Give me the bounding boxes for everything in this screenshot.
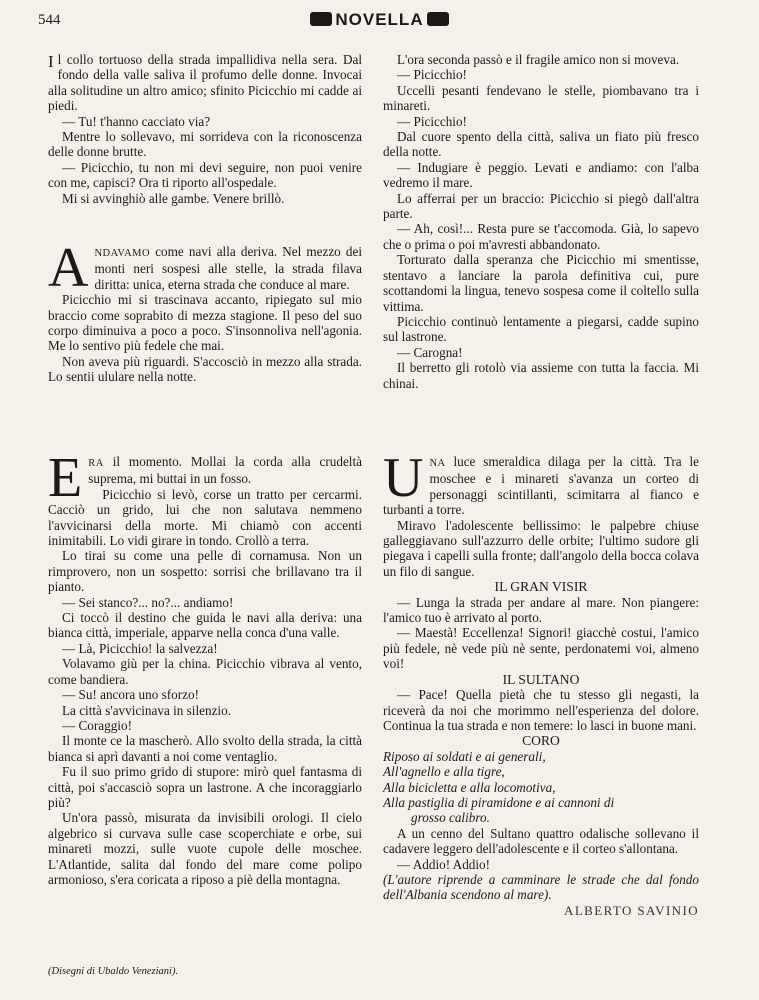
- drop-cap: E: [48, 447, 83, 509]
- speaker-heading: CORO: [522, 733, 560, 749]
- verse-line: Alla bicicletta e alla locomotiva,: [383, 779, 556, 795]
- right-section-2: [383, 447, 699, 918]
- paragraph: — Coraggio!: [62, 717, 132, 733]
- paragraph: Non aveva più riguardi. S'accosciò in mezzo alla strada. Lo sentii ululare nella notte.: [48, 353, 362, 385]
- verse-line: Alla pastiglia di piramidone e ai cannoni di: [383, 794, 615, 810]
- paragraph: I l collo tortuoso della strada impallidiva nella sera. Dal fondo della valle saliva il profumo delle donne. Invocai alla solitudine un altro amico; sfinito Picicchio mi cadde ai piedi.: [48, 52, 362, 114]
- paragraph: — Picicchio!: [397, 67, 467, 83]
- paragraph: Torturato dalla speranza che Picicchio mi smentisse, stentavo a lanciare la parola definitiva cui, pure scottandomi la lingua, tenevo sospesa come il coltello sulla vittima.: [383, 252, 699, 314]
- left-section-1: [48, 52, 362, 206]
- paragraph: — Indugiare è peggio. Levati e andiamo: con l'alba vedremo il mare.: [383, 159, 699, 191]
- verse-line: Riposo ai soldati e ai generali,: [383, 748, 546, 764]
- paragraph: Fu il suo primo grido di stupore: mirò quel fantasma di città, poi s'accasciò sopra un lastrone. A che incoraggiarlo più?: [48, 764, 362, 810]
- paragraph: — Pace! Quella pietà che tu stesso gli negasti, la riceverà da noi che morimmo nell'esperienza del dolore. Continua la tua strada e non temere: lo lasci in buone mani.: [383, 687, 699, 733]
- masthead-title: NOVELLA: [335, 10, 424, 29]
- paragraph: ANDAVAMO come navi alla deriva. Nel mezzo dei monti neri sospesi alle stelle, la strada filava diritta: unica, eterna strada che conduce al mare.: [48, 237, 362, 299]
- speaker-heading: IL SULTANO: [502, 671, 580, 687]
- small-caps: RA: [88, 458, 104, 469]
- speaker-heading: IL GRAN VISIR: [494, 579, 588, 595]
- drop-cap: U: [383, 447, 424, 509]
- paragraph: Picicchio si levò, corse un tratto per cercarmi. Cacciò un grido, lui che non salutava nemmeno l'avvicinarsi della morte. Mi chiamò con accenti inimitabili. Lo vidi girare in tondo. Crollò a terra.: [48, 486, 362, 549]
- paragraph: — Tu! t'hanno cacciato via?: [62, 113, 211, 129]
- paragraph: Lo afferrai per un braccio: Picicchio si piegò dall'altra parte.: [383, 190, 699, 222]
- paragraph: — Là, Picicchio! la salvezza!: [62, 640, 218, 656]
- paragraph: Dal cuore spento della città, saliva un fiato più fresco della notte.: [383, 129, 699, 160]
- drop-cap: A: [48, 237, 89, 299]
- masthead-ornament-left-icon: [310, 12, 332, 26]
- paragraph: Picicchio continuò lentamente a piegarsi, cadde supino sul lastrone.: [383, 313, 699, 345]
- stage-direction: (L'autore riprende a camminare le strade che dal fondo dell'Albania scendono al mare).: [383, 871, 699, 903]
- paragraph: Uccelli pesanti fendevano le stelle, piombavano tra i minareti.: [383, 82, 699, 114]
- paragraph: Ci toccò il destino che guida le navi alla deriva: una bianca città, imperiale, apparve nella conca d'una valle.: [48, 610, 362, 641]
- verse-line: All'agnello e alla tigre,: [383, 764, 505, 780]
- paragraph: La città s'avvicinava in silenzio.: [62, 702, 231, 718]
- paragraph: — Sei stanco?... no?... andiamo!: [62, 594, 234, 610]
- author-signature: ALBERTO SAVINIO: [564, 902, 699, 918]
- paragraph: A un cenno del Sultano quattro odalische sollevano il cadavere leggero dell'adolescente e il corteo s'allontana.: [383, 825, 699, 857]
- masthead: [0, 10, 759, 30]
- paragraph: Picicchio mi si trascinava accanto, ripiegato sul mio braccio come soprabito di mezza stagione. Il peso del suo corpo diminuiva a poco a poco. S'insonnoliva nell'agonia. Me lo sentivo più fedele che mai.: [48, 292, 362, 354]
- paragraph: — Lunga la strada per andare al mare. Non piangere: l'amico tuo è arrivato al porto.: [383, 594, 699, 626]
- paragraph: Miravo l'adolescente bellissimo: le palpebre chiuse galleggiavano sull'azzurro delle orbite; l'ultimo sudore gli piegava i capelli sulla fronte; dall'angolo della bocca colava un filo di sangue.: [383, 517, 699, 579]
- paragraph: Mi si avvinghiò alle gambe. Venere brillò.: [62, 190, 285, 206]
- paragraph: Il monte ce la mascherò. Allo svolto della strada, la città bianca si aprì davanti a noi come ventaglio.: [48, 733, 362, 764]
- paragraph: — Picicchio, tu non mi devi seguire, non puoi venire con me, capisci? Ora ti riporto all'ospedale.: [48, 159, 362, 191]
- paragraph: — Picicchio!: [397, 113, 467, 129]
- drop-cap: I: [48, 52, 54, 71]
- paragraph: ERA il momento. Mollai la corda alla crudeltà suprema, mi buttai in un fosso.: [48, 447, 362, 509]
- paragraph: Un'ora passò, misurata da invisibili orologi. Il cielo algebrico si curvava sulle case scoperchiate e orbe, sui minareti mozzi, sulle vuote cupole delle moschee. L'Atlantide, salita dal fondo del mare come polipo armonioso, s'era coricata a riposo a piè della montagna.: [48, 810, 362, 887]
- paragraph: — Carogna!: [397, 344, 463, 360]
- masthead-ornament-right-icon: [427, 12, 449, 26]
- small-caps: NDAVAMO: [94, 248, 151, 259]
- paragraph: Mentre lo sollevavo, mi sorrideva con la riconoscenza delle donne brutte.: [48, 129, 362, 160]
- paragraph: — Addio! Addio!: [397, 856, 491, 872]
- left-section-2: [48, 237, 362, 385]
- paragraph: Volavamo giù per la china. Picicchio vibrava al vento, come bandiera.: [48, 656, 362, 687]
- page-number: 544: [38, 12, 61, 28]
- paragraph: Lo tirai su come una pelle di cornamusa. Non un rimprovero, non un sospetto: sorrisi che brillavano tra il pianto.: [48, 548, 362, 595]
- paragraph: L'ora seconda passò e il fragile amico non si moveva.: [397, 52, 680, 67]
- left-section-3: [48, 447, 362, 887]
- paragraph: Il berretto gli rotolò via assieme con tutta la faccia. Mi chinai.: [383, 360, 699, 391]
- paragraph: — Su! ancora uno sforzo!: [62, 687, 199, 703]
- illustration-credit: (Disegni di Ubaldo Veneziani).: [48, 966, 179, 977]
- paragraph: UNA luce smeraldica dilaga per la città. Tra le moschee e i minareti s'avanza un corteo di personaggi scintillanti, scimitarra al fianco e turbanti a torre.: [383, 447, 699, 518]
- verse-line: grosso calibro.: [411, 810, 490, 826]
- small-caps: NA: [429, 458, 446, 469]
- right-section-1: [383, 52, 699, 391]
- paragraph: — Maestà! Eccellenza! Signori! giacchè costui, l'amico più fedele, nè vede più nè sente, perdonatemi voi, almeno voi!: [383, 625, 699, 672]
- paragraph: — Ah, così!... Resta pure se t'accomoda. Già, lo sapevo che o prima o poi m'avresti abbandonato.: [383, 221, 699, 252]
